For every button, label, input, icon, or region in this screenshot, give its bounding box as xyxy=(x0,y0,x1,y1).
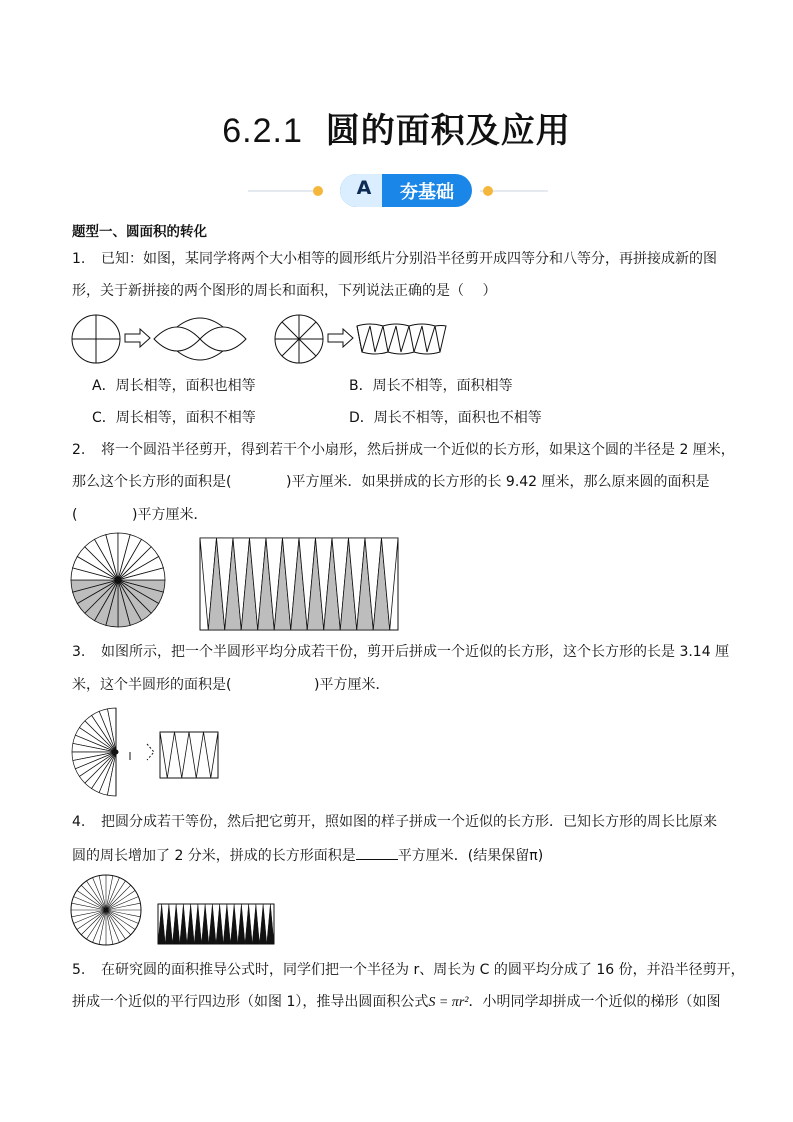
q5-line2b: ．小明同学却拼成一个近似的梯形（如图 xyxy=(468,994,721,1010)
q5-line1: 在研究圆的面积推导公式时，同学们把一个半径为 r、周长为 C 的圆平均分成了 16 份，并沿半径剪开， xyxy=(101,962,745,978)
q2-figure xyxy=(70,532,410,632)
q3-line2a: 米，这个半圆形的面积是( xyxy=(72,677,232,693)
q2-line2a: 那么这个长方形的面积是( xyxy=(72,474,232,490)
q2-line1: 将一个圆沿半径剪开，得到若干个小扇形，然后拼成一个近似的长方形，如果这个圆的半径是 2 厘米， xyxy=(101,442,735,458)
q4-line1: 把圆分成若干等份，然后把它剪开，照如图的样子拼成一个近似的长方形．已知长方形的周长比原来 xyxy=(101,814,717,830)
q2-number: 2. xyxy=(72,442,86,458)
page-title xyxy=(0,103,793,152)
q1-option-d: D．周长不相等，面积也不相等 xyxy=(349,410,542,426)
q3-rearranged-rectangle xyxy=(160,732,218,778)
q2-line3a: ( xyxy=(72,507,78,523)
title-number: 6.2.1 xyxy=(222,112,303,150)
section-heading: 题型一、圆面积的转化 xyxy=(72,224,207,240)
q4-line2 xyxy=(72,845,543,866)
q4-line2a: 圆的周长增加了 2 分米，拼成的长方形面积是 xyxy=(72,848,356,864)
section-badge xyxy=(248,172,548,208)
q4-number: 4. xyxy=(72,814,86,830)
q3-figure xyxy=(70,704,230,800)
q5-number: 5. xyxy=(72,962,86,978)
dot-left-icon xyxy=(313,186,323,196)
arrow-right-icon xyxy=(125,329,150,347)
dot-right-icon xyxy=(483,186,493,196)
q1-option-b: B．周长不相等，面积相等 xyxy=(349,378,513,394)
q4-sector-circle xyxy=(71,875,141,945)
q1-option-a: A．周长相等，面积也相等 xyxy=(92,378,256,394)
q4-rearranged-rectangle xyxy=(158,904,274,944)
badge-letter: A xyxy=(356,177,372,199)
q4-figure xyxy=(70,874,280,946)
q2-line3b: )平方厘米． xyxy=(132,507,208,523)
title-text: 圆的面积及应用 xyxy=(325,111,571,151)
q3-semicircle xyxy=(72,708,119,796)
q1-line1: 已知：如图，某同学将两个大小相等的圆形纸片分别沿半径剪开成四等分和八等分，再拼接成新的图 xyxy=(101,251,717,267)
q2-sector-circle xyxy=(71,533,165,627)
q5-line2a: 拼成一个近似的平行四边形（如图 1），推导出圆面积公式 xyxy=(72,994,429,1010)
q1-line2: 形，关于新拼接的两个图形的周长和面积，下列说法正确的是（ ） xyxy=(72,283,497,299)
q1-number: 1. xyxy=(72,251,86,267)
q1-figure xyxy=(70,312,450,366)
q4-line2b: 平方厘米．(结果保留π) xyxy=(397,848,544,864)
badge-label: 夯基础 xyxy=(400,182,454,203)
q3-line2b: )平方厘米． xyxy=(314,677,390,693)
q3-number: 3. xyxy=(72,644,86,660)
q2-rearranged-rectangle xyxy=(200,538,398,630)
q1-option-c: C．周长相等，面积不相等 xyxy=(92,410,256,426)
q5-line2 xyxy=(72,992,720,1013)
q2-line2b: )平方厘米．如果拼成的长方形的长 9.42 厘米，那么原来圆的面积是 xyxy=(286,474,710,490)
arrow-right-icon-2 xyxy=(328,329,353,347)
q4-answer-blank xyxy=(356,845,398,860)
q5-formula: S = πr² xyxy=(428,995,469,1010)
arrow-icon xyxy=(147,744,154,760)
q3-line1: 如图所示，把一个半圆形平均分成若干份，剪开后拼成一个近似的长方形，这个长方形的长是 3.14 厘 xyxy=(101,644,730,660)
